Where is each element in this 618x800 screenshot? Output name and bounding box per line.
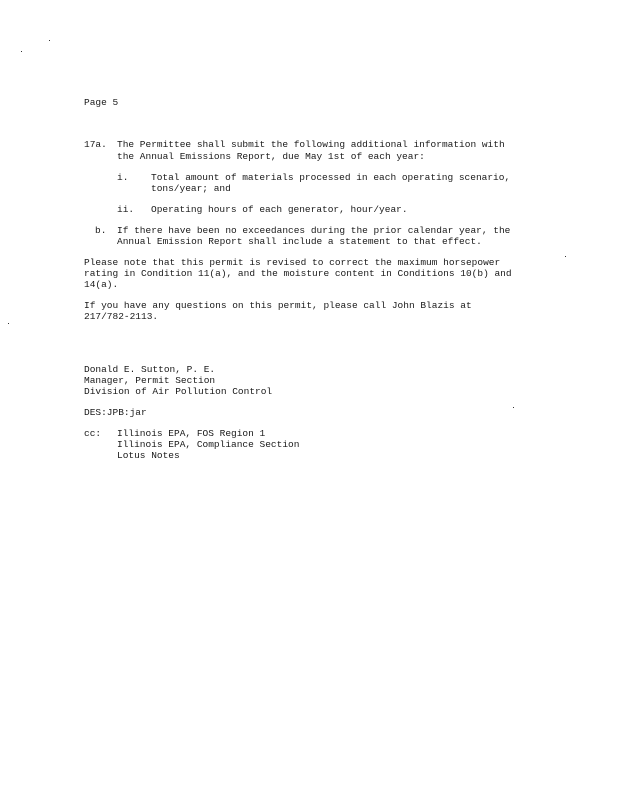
item-17a-text-line-1: The Permittee shall submit the following additional information with bbox=[117, 139, 505, 150]
signatory-division: Division of Air Pollution Control bbox=[84, 386, 273, 397]
page-label: Page 5 bbox=[84, 97, 119, 108]
signatory-title: Manager, Permit Section bbox=[84, 375, 216, 386]
item-b-number: b. bbox=[95, 225, 107, 236]
item-17a-number: 17a. bbox=[84, 139, 107, 150]
typist-initials: DES:JPB:jar bbox=[84, 407, 147, 418]
scan-speck bbox=[49, 40, 50, 41]
contact-paragraph-line-2: 217/782-2113. bbox=[84, 311, 159, 322]
scan-speck bbox=[21, 51, 22, 52]
scan-speck bbox=[565, 256, 566, 257]
contact-paragraph-line-1: If you have any questions on this permit, please call John Blazis at bbox=[84, 300, 472, 311]
cc-label: cc: bbox=[84, 428, 102, 439]
scan-speck bbox=[8, 323, 9, 324]
scan-speck bbox=[513, 407, 514, 408]
item-b-text-line-1: If there have been no exceedances during the prior calendar year, the bbox=[117, 225, 511, 236]
cc-recipient: Lotus Notes bbox=[117, 450, 180, 461]
note-paragraph-line-2: rating in Condition 11(a), and the moisture content in Conditions 10(b) and bbox=[84, 268, 512, 279]
sub-item-i-line-2: tons/year; and bbox=[151, 183, 231, 194]
cc-recipient: Illinois EPA, FOS Region 1 bbox=[117, 428, 266, 439]
cc-recipient: Illinois EPA, Compliance Section bbox=[117, 439, 300, 450]
sub-item-i-number: i. bbox=[117, 172, 129, 183]
signatory-name: Donald E. Sutton, P. E. bbox=[84, 364, 216, 375]
sub-item-ii-line-1: Operating hours of each generator, hour/year. bbox=[151, 204, 408, 215]
item-b-text-line-2: Annual Emission Report shall include a statement to that effect. bbox=[117, 236, 482, 247]
note-paragraph-line-1: Please note that this permit is revised to correct the maximum horsepower bbox=[84, 257, 501, 268]
item-17a-text-line-2: the Annual Emissions Report, due May 1st of each year: bbox=[117, 151, 425, 162]
note-paragraph-line-3: 14(a). bbox=[84, 279, 119, 290]
sub-item-ii-number: ii. bbox=[117, 204, 135, 215]
sub-item-i-line-1: Total amount of materials processed in each operating scenario, bbox=[151, 172, 511, 183]
